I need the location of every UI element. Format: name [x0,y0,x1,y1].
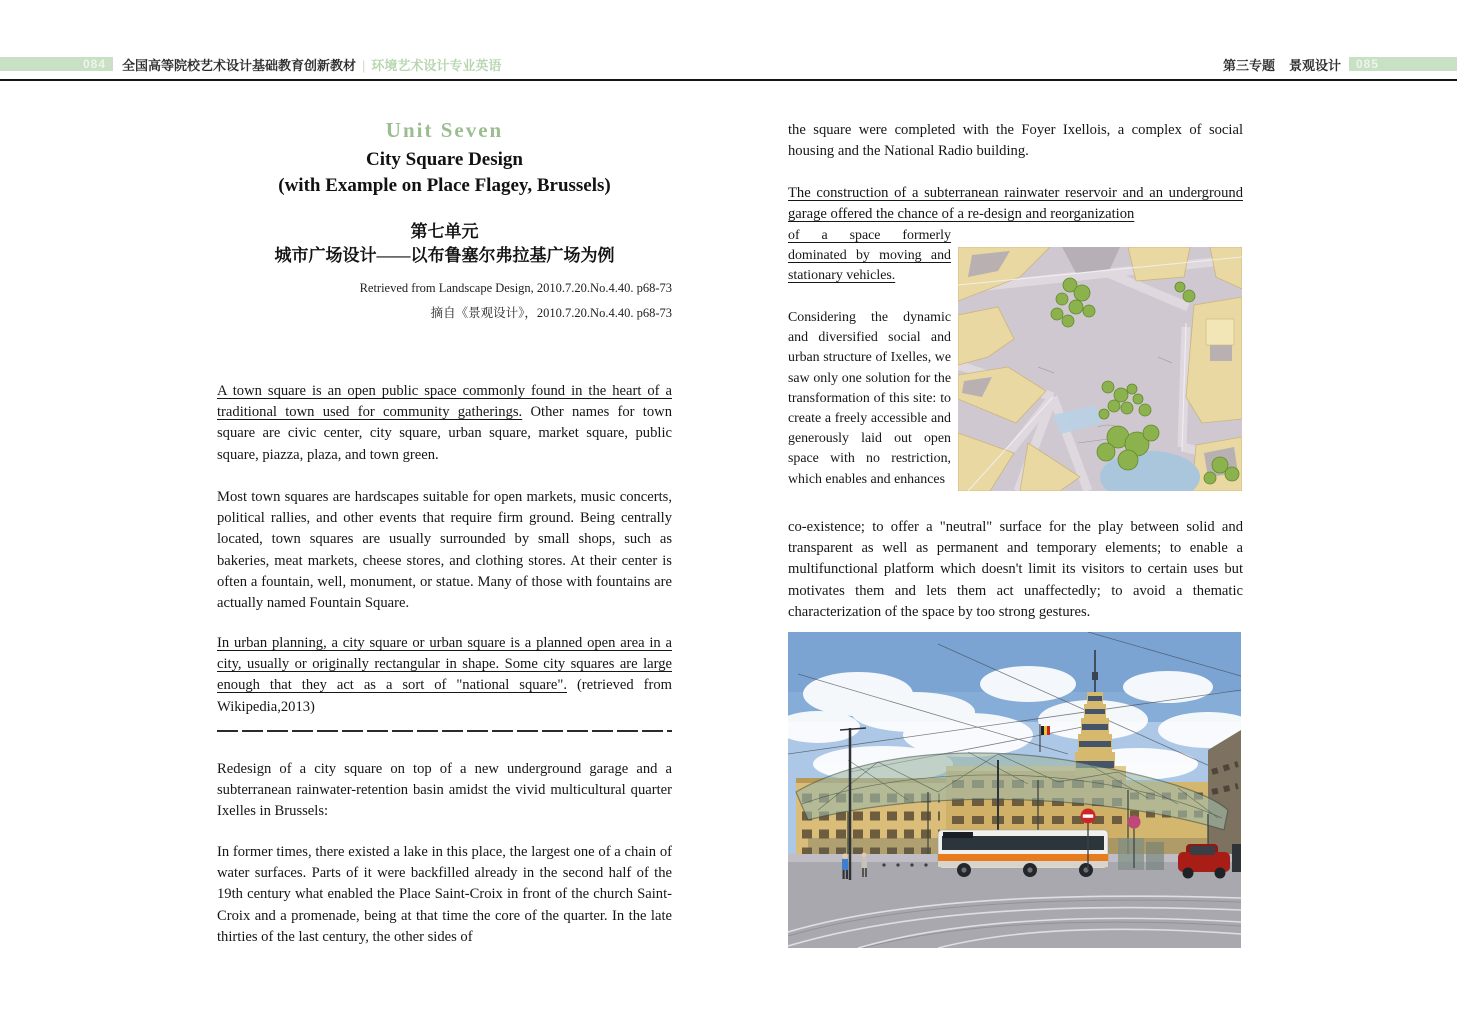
header-left-series-title: 全国高等院校艺术设计基础教育创新教材 [122,58,357,73]
title-chinese-line2: 城市广场设计——以布鲁塞尔弗拉基广场为例 [274,246,615,265]
title-english-line1: City Square Design [366,149,523,170]
sentence: Other names for town square are civic center, city square, urban square, market square, public square, piazza, plaza, and town green. [217,404,672,463]
paragraph-foyer-ixellois: the square were completed with the Foyer Ixellois, a complex of social housing and the National Radio building. [788,122,1243,160]
underlined-sentence: A town square is an open public space commonly found in the heart of a traditional town used for community gatherings. [217,383,672,421]
paragraph-urban-planning [217,633,672,718]
paragraph-redesign: Redesign of a city square on top of a new underground garage and a subterranean rainwater-retention basin amidst the vivid multicultural quarter Ixelles in Brussels: [217,761,672,820]
header-left-title [122,55,501,74]
paragraph-coexistence-wide: co-existence; to offer a "neutral" surface for the play between solid and transparent as well as permanent and temporary elements; to enable a multifunctional platform which doesn't limit its visitors to certain uses but motivates them and lets them act unaffectedly; to avoid a thematic characterization of the space by too strong gestures. [788,519,1243,620]
paragraph-reservoir-underlined-wide: The construction of a subterranean rainwater reservoir and an underground garage offered the chance of a re-design and reorganization [788,185,1243,223]
header-separator: | [362,58,366,73]
header-left-subtitle: 环境艺术设计专业英语 [371,58,502,73]
unit-label: Unit Seven [385,118,504,142]
source-citation-chinese: 摘自《景观设计》，2010.7.20.No.4.40. p68-73 [430,306,672,320]
place-flagey-photo [788,632,1241,948]
header-right-topic: 景观设计 [1288,58,1341,73]
site-plan-map [958,247,1242,491]
paragraph-town-square-definition [217,381,672,466]
sentence: (retrieved from Wikipedia,2013) [217,677,672,715]
header-right-page-number-bar: 085 [1349,57,1457,71]
header-left-page-number-bar: 084 [0,57,113,71]
paragraph-considering-narrow: Considering the dynamic and diversified social and urban structure of Ixelles, we saw only one solution for the transformation of this site: to create a freely accessible and generously laid out open space with no restriction, which enables and enhances [788,310,951,487]
paragraph-former-times: In former times, there existed a lake in this place, the largest one of a chain of water surfaces. Parts of it were backfilled already in the second half of the 19th century what enabled the Place Saint-Croix in front of the church Saint-Croix and a promenade, being at that time the core of the quarter. In the late thirties of the last century, the other sides of [217,844,672,945]
dashed-divider [217,730,672,732]
paragraph-hardscapes: Most town squares are hardscapes suitable for open markets, music concerts, political rallies, and other events that require firm ground. Being centrally located, town squares are usually surrounded by small shops, such as bakeries, meat markets, cheese stores, and clothing stores. At their center is often a fountain, well, monument, or statue. Many of those with fountains are actually named Fountain Square. [217,489,672,612]
title-chinese-line1: 第七单元 [410,222,479,241]
place-flagey-photo-figure [788,632,1241,948]
site-plan-map-figure [958,247,1242,491]
header-right-section: 第三专题 [1222,58,1275,73]
paragraph-reservoir-underlined-narrow: of a space formerly dominated by moving and stationary vehicles. [788,228,951,284]
title-english-line2: (with Example on Place Flagey, Brussels) [278,175,611,196]
underlined-sentence: In urban planning, a city square or urban square is a planned open area in a city, usually or originally rectangular in shape. Some city squares are large enough that they act as a sort of "national square". [217,635,672,694]
header-right-title [1223,55,1341,74]
source-citation-english: Retrieved from Landscape Design, 2010.7.20.No.4.40. p68-73 [359,281,672,295]
header-rule [0,79,1457,81]
